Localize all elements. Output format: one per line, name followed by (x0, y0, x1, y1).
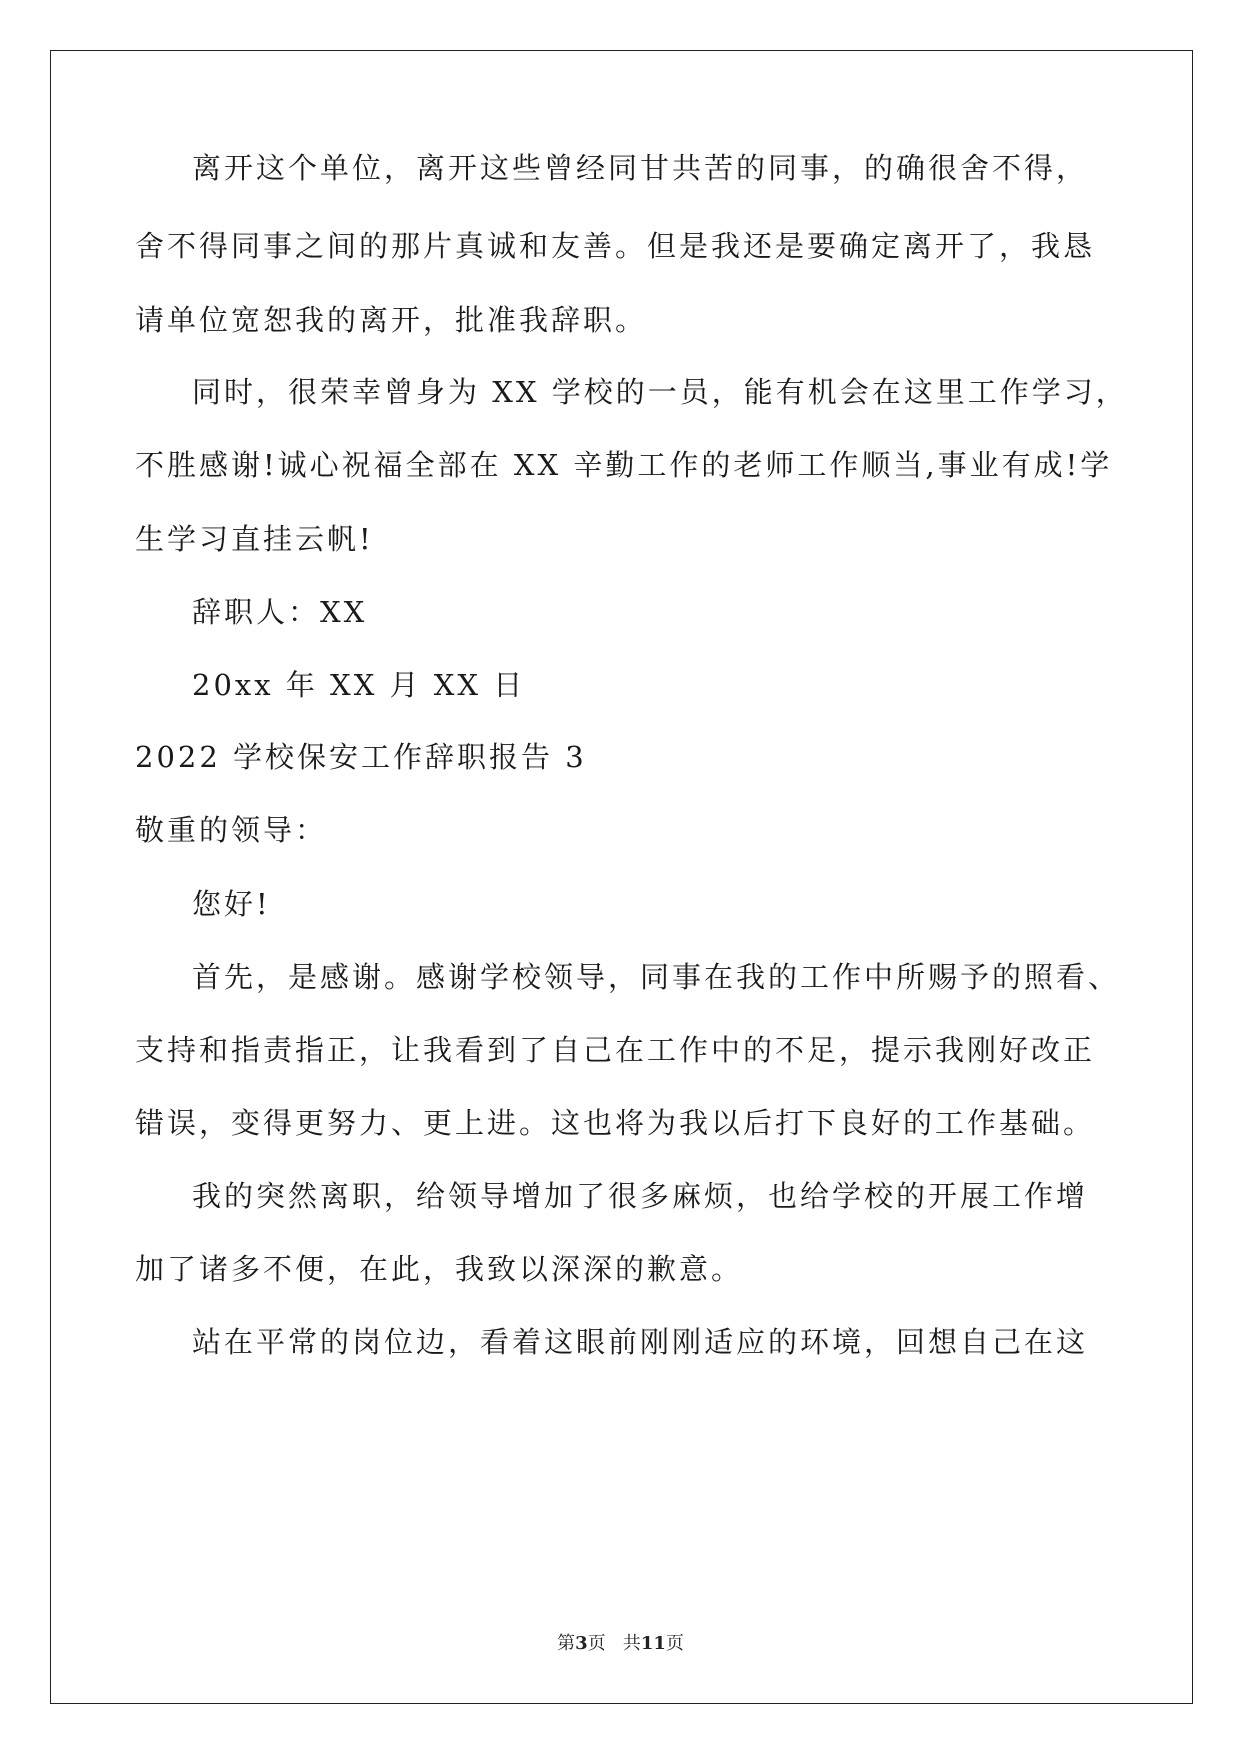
current-page-number: 3 (575, 1633, 588, 1654)
paragraph-line: 加了诸多不便，在此，我致以深深的歉意。 (135, 1252, 744, 1286)
paragraph-line: 不胜感谢!诚心祝福全部在 XX 辛勤工作的老师工作顺当,事业有成!学 (135, 448, 1113, 482)
paragraph-line: 支持和指责指正，让我看到了自己在工作中的不足，提示我刚好改正 (135, 1033, 1096, 1067)
paragraph-line: 同时，很荣幸曾身为 XX 学校的一员，能有机会在这里工作学习， (192, 375, 1128, 409)
paragraph-line: 首先，是感谢。感谢学校领导，同事在我的工作中所赐予的照看、 (192, 960, 1121, 994)
section-title: 2022 学校保安工作辞职报告 3 (135, 740, 587, 774)
footer-total-unit: 页 (665, 1633, 684, 1654)
footer-prefix: 第 (557, 1633, 576, 1654)
page-border (50, 50, 1193, 1704)
total-pages: 11 (640, 1633, 666, 1654)
salutation: 敬重的领导： (135, 813, 328, 847)
paragraph-line: 我的突然离职，给领导增加了很多麻烦，也给学校的开展工作增 (192, 1179, 1089, 1213)
paragraph-line: 离开这个单位，离开这些曾经同甘共苦的同事，的确很舍不得， (192, 151, 1089, 185)
footer-total-prefix: 共 (622, 1633, 641, 1654)
paragraph-line: 生学习直挂云帆! (135, 522, 374, 556)
date-line: 20xx 年 XX 月 XX 日 (192, 668, 526, 702)
page-footer (0, 1632, 1241, 1656)
paragraph-line: 站在平常的岗位边，看着这眼前刚刚适应的环境，回想自己在这 (192, 1325, 1089, 1359)
footer-page-unit: 页 (587, 1633, 606, 1654)
greeting: 您好! (192, 887, 271, 921)
paragraph-line: 错误，变得更努力、更上进。这也将为我以后打下良好的工作基础。 (135, 1106, 1096, 1140)
signature-line: 辞职人：XX (192, 595, 368, 629)
paragraph-line: 舍不得同事之间的那片真诚和友善。但是我还是要确定离开了，我恳 (135, 229, 1096, 263)
paragraph-line: 请单位宽恕我的离开，批准我辞职。 (135, 303, 648, 337)
